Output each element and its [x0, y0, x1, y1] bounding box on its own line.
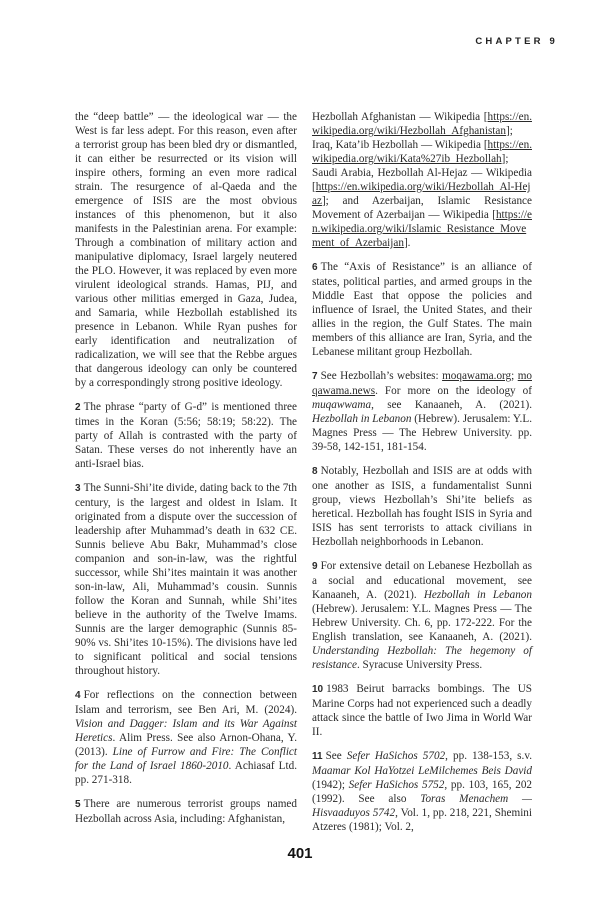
footnote-9 — [312, 559, 532, 672]
footnote-text: (Hebrew). Jerusalem: Y.L. Magnes Press — The Hebrew University. Ch. 6, pp. 172-222. For the English translation, see Kanaaneh, A. (2021). — [312, 603, 532, 643]
reference-link[interactable]: https://en.wikipedia.org/wiki/Hezbollah_Afghanistan — [312, 111, 532, 137]
footnote-6 — [312, 260, 532, 359]
footnote-text: See Hezbollah’s websites: — [320, 370, 443, 382]
footnote-text: . For more on the ideology of — [375, 385, 532, 397]
footnote-text: , Vol. 1, pp. 218, 221, Shemini Atzeres (1981); Vol. 2, — [312, 807, 533, 833]
italic-title: Vision and Dagger: Islam and its War Against Heretics — [75, 718, 297, 744]
footnote-text: The phrase “party of G-d” is mentioned three times in the Koran (5:56; 58:19; 58:22). The party of Allah is contrasted with the party of Satan. These verses do not inherently have an anti-Israel bias. — [75, 401, 297, 470]
left-column — [75, 110, 297, 836]
italic-title: Line of Furrow and Fire: The Conflict for the Land of Israel 1860-2010 — [75, 746, 297, 772]
italic-title: Hezbollah in Lebanon — [423, 589, 532, 601]
reference-link[interactable]: moqawama.news — [312, 370, 532, 397]
footnote-text: ]; and Azerbaijan, Islamic Resistance Movement of Azerbaijan — Wikipedia [ — [312, 195, 532, 221]
italic-title: Understanding Hezbollah: The hegemony of resistance — [312, 645, 532, 671]
footnote-text: . Syracuse University Press. — [356, 659, 483, 671]
footnote-text: Hezbollah Afghanistan — Wikipedia [ — [312, 111, 488, 123]
footnote-text: For extensive detail on Lebanese Hezbollah as a social and educational movement, see Kanaaneh, A. (2021). — [312, 560, 532, 601]
footnote-number: 6 — [312, 262, 318, 273]
footnote-number: 8 — [312, 466, 318, 477]
right-column — [312, 110, 532, 844]
footnote-text: See — [325, 750, 347, 762]
footnote-text: The “Axis of Resistance” is an alliance of states, political parties, and armed groups in the Middle East that oppose the policies and influence of Israel, the United States, and their allies in the region, the Gulf States. The main members of this alliance are Iran, Syria, and the Lebanese militant group Hezbollah. — [312, 261, 532, 358]
footnote-number: 10 — [312, 684, 324, 695]
footnote-text: , pp. 138-153, s.v. — [445, 750, 533, 762]
footnote-text: Notably, Hezbollah and ISIS are at odds with one another as ISIS, a fundamentalist Sunni group, views Hezbollah’s Shi’ite beliefs as heretical. Hezbollah has fought ISIS in Syria and ISIS has sent terrorists to attack civilians in Hezbollah neighborhoods in Lebanon. — [312, 465, 532, 548]
footnote-text: , pp. 103, 165, 202 (1992). See also — [312, 779, 533, 805]
italic-title: Sefer HaSichos 5702 — [346, 750, 446, 762]
footnote-4 — [75, 688, 297, 787]
footnote-10 — [312, 682, 532, 739]
footnote-2 — [75, 400, 297, 471]
footnote-number: 3 — [75, 483, 81, 494]
footnote-text: (1942); — [312, 779, 349, 791]
footnote-text: 1983 Beirut barracks bombings. The US Marine Corps had not experienced such a deadly attack since the battle of Iwo Jima in World War II. — [312, 683, 532, 738]
footnote-text: , see Kanaaneh, A. (2021). — [371, 399, 532, 411]
footnote-text: ]; Saudi Arabia, Hezbollah Al-Hejaz — Wikipedia [ — [312, 153, 532, 193]
footnote-text: . Alim Press. See also Arnon-Ohana, Y. (2013). — [75, 732, 297, 758]
footnote-text: For reflections on the connection between Islam and terrorism, see Ben Ari, M. (2024). — [75, 689, 297, 716]
footnote-text: ]; Iraq, Kata’ib Hezbollah — Wikipedia [ — [312, 125, 513, 151]
footnote-text: (Hebrew). Jerusalem: Y.L. Magnes Press — The Hebrew University. pp. 39-58, 142-151, 181-154. — [312, 413, 532, 453]
italic-title: Toras Menachem — Hisvaaduyos 5742 — [312, 793, 532, 819]
reference-link[interactable]: https://en.wikipedia.org/wiki/Hezbollah_Al-Hejaz — [312, 181, 531, 207]
footnote-number: 2 — [75, 402, 81, 413]
page-number: 401 — [287, 845, 313, 862]
footnote-number: 4 — [75, 690, 81, 701]
footnote-text: The Sunni-Shi’ite divide, dating back to the 7th century, is the largest and oldest in Islam. It originated from a dispute over the succession of leadership after Muhammad’s death in 632 CE. Sunnis believe Abu Bakr, Muhammad’s close companion and son-in-law, was the rightful successor, while Shi’ites maintain it was another son-in-law, Ali, Muhammad’s cousin. Sunnis follow the Koran and Sunnah, while Shi’ites believe in the authority of the Twelve Imams. Sunnis are the larger demographic (Sunnis 85-90% vs. Shi’ites 10-15%). The divisions have led to significant political and social tensions throughout history. — [75, 482, 297, 677]
reference-link[interactable]: moqawama.org — [442, 370, 512, 382]
footnote-text: ]. — [403, 237, 411, 249]
footnote-text: ; — [511, 370, 518, 382]
reference-link[interactable]: https://en.wikipedia.org/wiki/Kata%27ib_Hezbollah — [312, 139, 532, 165]
footnote-3 — [75, 481, 297, 678]
footnote-11 — [312, 749, 532, 834]
footnote-number: 5 — [75, 799, 81, 810]
italic-title: Sefer HaSichos 5752 — [348, 779, 445, 791]
body-paragraph — [312, 110, 532, 250]
footnote-8 — [312, 464, 532, 549]
footnote-text: There are numerous terrorist groups named Hezbollah across Asia, including: Afghanistan, — [75, 798, 297, 825]
italic-title: Maamar Kol HaYotzei LeMilchemes Beis David — [312, 765, 532, 777]
footnote-number: 7 — [312, 371, 318, 382]
footnote-text: the “deep battle” — the ideological war — the West is far less adept. For this reason, even after a terrorist group has been bled dry or dismantled, it can either be resurrected or its vision will inspire others, forming an even more radical strain. The resurgence of al-Qaeda and the emergence of ISIS are the most obvious instances of this phenomenon, but it also manifests in the Palestinian arena. For example: Through a combination of military action and manipulative diplomacy, Israel largely neutered the PLO. However, it was replaced by even more virulent ideological strands. Hamas, PIJ, and various other militias emerged in Gaza, Judea, and Samaria, while Hezbollah established its presence in Lebanon. While Ryan pushes for early identification and neutralization of radicalization, we will see that the Rebbe argues that dangerous ideology can only be countered by a correspondingly strong positive ideology. — [75, 111, 297, 389]
italic-title: Hezbollah in Lebanon — [312, 413, 412, 425]
footnote-5 — [75, 797, 297, 826]
footnote-number: 11 — [312, 751, 323, 762]
footnote-number: 9 — [312, 561, 318, 572]
chapter-heading: CHAPTER 9 — [475, 36, 558, 47]
reference-link[interactable]: https://en.wikipedia.org/wiki/Islamic_Resistance_Movement_of_Azerbaijan — [312, 209, 532, 249]
footnote-7 — [312, 369, 532, 454]
italic-title: muqawwama — [312, 399, 372, 411]
footnote-text: . Achiasaf Ltd. pp. 271-318. — [75, 760, 297, 786]
body-paragraph — [75, 110, 297, 390]
